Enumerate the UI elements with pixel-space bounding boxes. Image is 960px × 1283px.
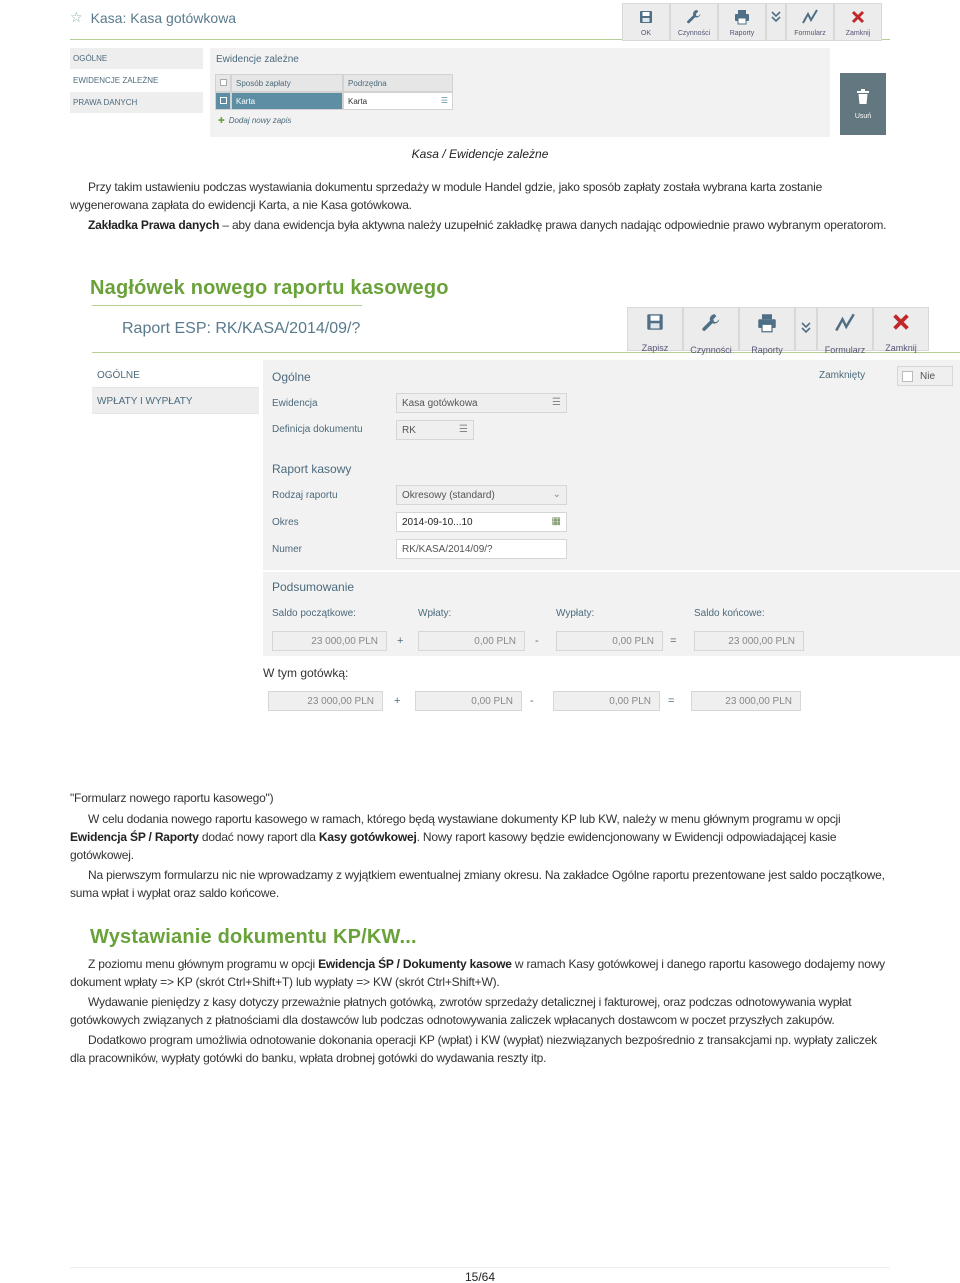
dependent-registers-grid	[215, 74, 453, 110]
withdrawals-label: Wypłaty:	[556, 608, 595, 619]
close-icon	[892, 313, 910, 336]
column-header-subordinate[interactable]: Podrzędna	[343, 74, 453, 92]
form-button[interactable]	[786, 3, 834, 41]
report-type-label: Rodzaj raportu	[272, 490, 338, 501]
document-definition-value: RK	[402, 425, 416, 436]
reports-label: Raporty	[751, 345, 783, 355]
minus-sign: -	[535, 635, 539, 647]
cash-closing-field: 23 000,00 PLN	[691, 691, 801, 711]
closed-value: Nie	[920, 371, 936, 382]
grid-header-row	[215, 74, 453, 92]
general-section	[263, 360, 960, 454]
heading-underline	[92, 305, 362, 306]
window-title: Raport ESP: RK/KASA/2014/09/?	[122, 320, 361, 337]
opening-balance-field: 23 000,00 PLN	[272, 631, 387, 651]
close-button[interactable]	[834, 3, 882, 41]
paragraph-bold: Zakładka Prawa danych	[88, 218, 220, 232]
actions-label: Czynności	[690, 345, 732, 355]
paragraph-new-report	[70, 810, 890, 864]
paragraph-bold: Kasy gotówkowej	[318, 830, 417, 844]
add-record-label: Dodaj nowy zapis	[228, 116, 292, 125]
paragraph-additional-operations	[70, 1031, 890, 1067]
panel-title: Ewidencje zależne	[216, 54, 299, 65]
chart-line-icon	[801, 8, 819, 26]
delete-button[interactable]	[840, 73, 886, 135]
withdrawals-field: 0,00 PLN	[556, 631, 663, 651]
tab-dependent-registers[interactable]: EWIDENCJE ZALEŻNE	[70, 70, 203, 92]
save-icon	[646, 313, 664, 336]
register-value: Kasa gotówkowa	[402, 398, 478, 409]
cash-report-section	[263, 454, 960, 570]
actions-button[interactable]	[683, 307, 739, 355]
calendar-icon[interactable]: ▦	[551, 516, 561, 527]
paragraph-text: w ramach Kasy gotówkowej i danego raportu kasowego dodajemy nowy dokument wpłaty => KP (skrót Ctrl+Shift+T) lub wypłaty => KW (skrót Ctrl+Shift+W).	[70, 957, 885, 989]
chevron-down-icon	[767, 8, 785, 26]
row-subordinate-value: Karta	[348, 97, 368, 106]
section-title: Raport kasowy	[272, 462, 352, 476]
closing-balance-field: 23 000,00 PLN	[694, 631, 804, 651]
more-dropdown-button[interactable]	[766, 3, 786, 41]
equals-sign: =	[670, 635, 677, 647]
paragraph-data-rights	[70, 216, 890, 234]
paragraph-menu-option	[70, 955, 890, 991]
register-label: Ewidencja	[272, 398, 318, 409]
toolbar	[627, 307, 929, 355]
row-payment-method[interactable]: Karta	[231, 92, 343, 110]
paragraph-payment-card	[70, 178, 890, 214]
closed-checkbox[interactable]	[902, 371, 913, 382]
actions-label: Czynności	[677, 30, 711, 37]
tab-general[interactable]: OGÓLNE	[70, 48, 203, 70]
document-definition-label: Definicja dokumentu	[272, 424, 363, 435]
paragraph-bold: Ewidencja ŚP / Raporty	[70, 830, 199, 844]
cash-deposits-field: 0,00 PLN	[415, 691, 522, 711]
select-all-checkbox[interactable]	[215, 74, 231, 92]
paragraph-text: – aby dana ewidencja była aktywna należy uzupełnić zakładkę prawa danych nadając odpowiednie prawo wybranym operatorom.	[219, 218, 887, 232]
closed-label: Zamknięty	[819, 370, 866, 381]
column-header-payment-method[interactable]: Sposób zapłaty	[231, 74, 343, 92]
paragraph-text: . Nowy raport kasowy będzie ewidencjonowany w Ewidencji odpowiadającej kasie gotówkowej.	[70, 830, 837, 862]
paragraph-text: Na pierwszym formularzu nic nie wprowadzamy z wyjątkiem ewentualnej zmiany okresu. Na zakładce Ogólne raportu prezentowane jest saldo początkowe, suma wpłat i wypłat oraz saldo końcowe.	[70, 868, 885, 900]
close-label: Zamknij	[885, 343, 917, 353]
section-title: Podsumowanie	[272, 580, 355, 594]
section-heading-report-header: Nagłówek nowego raportu kasowego	[90, 277, 449, 299]
deposits-field: 0,00 PLN	[418, 631, 525, 651]
paragraph-bold: Ewidencja ŚP / Dokumenty kasowe	[318, 957, 512, 971]
section-heading-issue-document: Wystawianie dokumentu KP/KW...	[90, 926, 417, 948]
window-title-text: Kasa: Kasa gotówkowa	[90, 9, 237, 26]
tab-data-rights[interactable]: PRAWA DANYCH	[70, 92, 203, 114]
cash-subtotal-title: W tym gotówką:	[263, 666, 349, 680]
reports-label: Raporty	[729, 30, 755, 37]
toolbar	[622, 3, 882, 41]
cash-withdrawals-field: 0,00 PLN	[553, 691, 660, 711]
period-label: Okres	[272, 517, 299, 528]
paragraph-text: Wydawanie pieniędzy z kasy dotyczy przeważnie płatnych gotówką, zwrotów sprzedaży detalicznej i fakturowej, oraz podczas odnotowywania wypłat gotówkowych związanych z płatnościami dla dostawców lub podczas odnotowywania zaliczek wpłacanych dostawcom w poczet przyszłych zakupów.	[70, 995, 852, 1027]
number-field[interactable]	[396, 539, 567, 559]
closing-balance-label: Saldo końcowe:	[694, 608, 765, 619]
star-icon[interactable]: ☆	[70, 9, 83, 25]
period-value: 2014-09-10...10	[402, 517, 473, 528]
row-checkbox[interactable]	[215, 92, 231, 110]
plus-icon: ✚	[218, 116, 225, 125]
list-icon[interactable]: ☰	[440, 96, 448, 105]
more-dropdown-button[interactable]	[795, 307, 817, 351]
save-button[interactable]	[627, 307, 683, 351]
opening-balance-label: Saldo początkowe:	[272, 608, 356, 619]
minus-sign: -	[530, 695, 534, 707]
chart-line-icon	[835, 313, 855, 338]
trash-icon	[856, 89, 870, 107]
closed-field[interactable]	[897, 366, 953, 386]
ok-button[interactable]	[622, 3, 670, 41]
tab-list	[92, 362, 259, 414]
plus-sign: +	[394, 695, 401, 707]
close-icon	[849, 8, 867, 26]
section-title: Ogólne	[272, 370, 311, 384]
plus-sign: +	[397, 635, 404, 647]
number-value: RK/KASA/2014/09/?	[402, 544, 493, 555]
page-number: 15/64	[464, 1270, 496, 1283]
dependent-registers-panel	[210, 48, 830, 137]
table-row[interactable]	[215, 92, 453, 110]
register-field[interactable]	[396, 393, 567, 413]
equals-sign: =	[668, 695, 675, 707]
report-type-value: Okresowy (standard)	[402, 490, 495, 501]
form-label: Formularz	[824, 345, 866, 355]
cash-opening-field: 23 000,00 PLN	[268, 691, 383, 711]
ok-label: OK	[640, 30, 652, 37]
new-cash-report-screenshot	[92, 300, 960, 720]
wrench-icon	[685, 8, 703, 26]
printer-icon	[757, 313, 777, 338]
deposits-label: Wpłaty:	[418, 608, 452, 619]
paragraph-text: Dodatkowo program umożliwia odnotowanie dokonania operacji KP (wpłat) i KW (wypłat) niezwiązanych bezpośrednio z transakcjami np. wypłaty zaliczek dla pracowników, wypłaty gotówki do banku, wpłata drobnej gotówki do wydawania reszty itp.	[70, 1033, 877, 1065]
paragraph-text: dodać nowy raport dla	[198, 830, 319, 844]
reports-button[interactable]	[739, 307, 795, 355]
figure-caption-2: "Formularz nowego raportu kasowego")	[70, 791, 274, 805]
chevron-down-icon	[801, 321, 811, 340]
list-icon[interactable]: ☰	[552, 397, 561, 408]
paragraph-first-form	[70, 866, 890, 902]
add-record-link[interactable]	[218, 116, 291, 125]
footer-divider	[70, 1267, 890, 1268]
list-icon[interactable]: ☰	[459, 424, 468, 435]
row-subordinate-field[interactable]	[343, 92, 453, 110]
save-label: Zapisz	[641, 343, 669, 353]
figure-caption: Kasa / Ewidencje zależne	[411, 147, 549, 161]
close-button[interactable]	[873, 307, 929, 351]
delete-label: Usuń	[854, 112, 872, 120]
report-type-select[interactable]	[396, 485, 567, 505]
tab-list	[70, 48, 203, 114]
wrench-icon	[701, 313, 721, 338]
close-label: Zamknij	[845, 30, 871, 37]
printer-icon	[733, 8, 751, 26]
paragraph-cash-withdrawals	[70, 993, 890, 1029]
form-button[interactable]	[817, 307, 873, 355]
paragraph-text: Przy takim ustawieniu podczas wystawiania dokumentu sprzedaży w module Handel gdzie, jako sposób zapłaty została wybrana karta zostanie wygenerowana zapłata do ewidencji Karta, a nie Kasa gotówkowa.	[70, 180, 823, 212]
actions-button[interactable]	[670, 3, 718, 41]
tab-general[interactable]: OGÓLNE	[92, 362, 259, 388]
reports-button[interactable]	[718, 3, 766, 41]
number-label: Numer	[272, 544, 303, 555]
chevron-down-icon: ⌄	[552, 489, 561, 500]
summary-section	[263, 572, 960, 656]
window-title	[70, 9, 236, 26]
cash-register-dependent-registers-screenshot	[70, 3, 890, 137]
save-icon	[637, 8, 655, 26]
paragraph-text: W celu dodania nowego raportu kasowego w ramach, którego będą wystawiane dokumenty KP lub KW, należy w menu głównym programu w opcji	[88, 812, 841, 826]
tab-deposits-withdrawals[interactable]: WPŁATY I WYPŁATY	[92, 388, 259, 414]
period-field[interactable]	[396, 512, 567, 532]
document-definition-field[interactable]	[396, 420, 474, 440]
form-label: Formularz	[794, 30, 826, 37]
paragraph-text: Z poziomu menu głównym programu w opcji	[88, 957, 319, 971]
